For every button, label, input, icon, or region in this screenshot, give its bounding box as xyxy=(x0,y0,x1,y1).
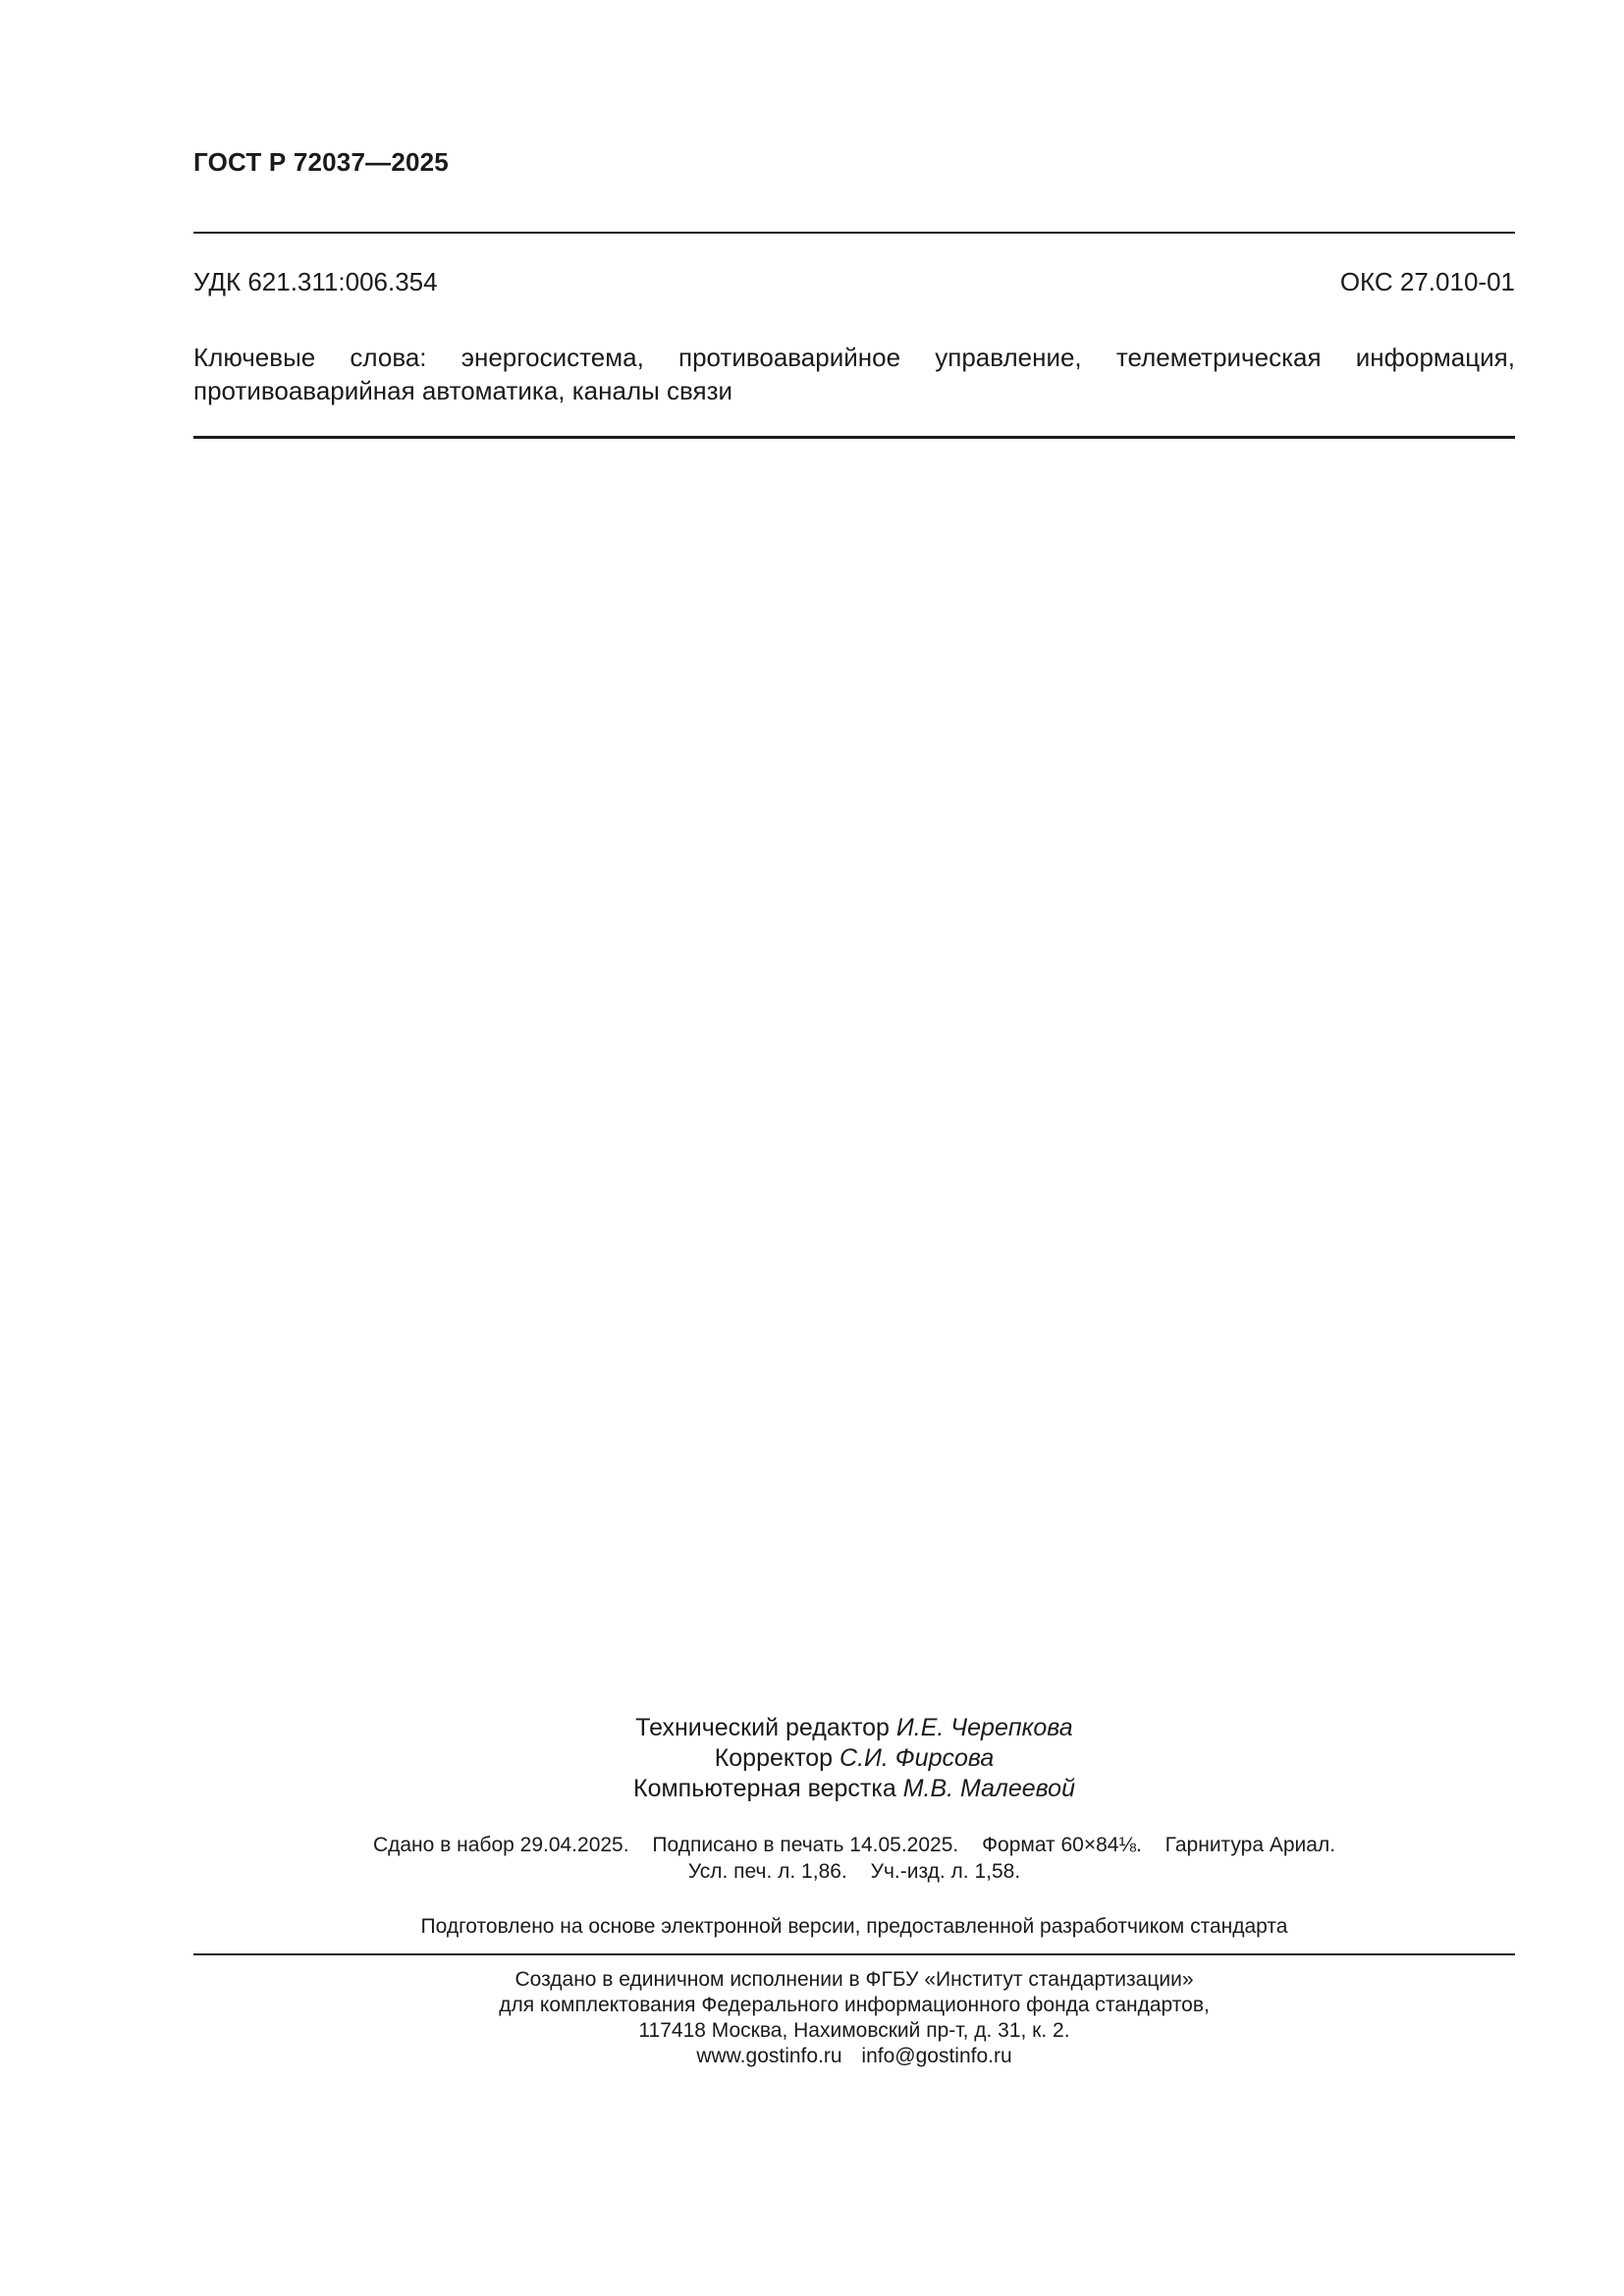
printed-sheets: Усл. печ. л. 1,86. xyxy=(687,1860,847,1883)
credit-role: Корректор xyxy=(714,1744,834,1772)
website-link[interactable]: www.gostinfo.ru xyxy=(696,2045,842,2067)
publisher-block xyxy=(193,1967,1515,2069)
prepared-note: Подготовлено на основе электронной версии, предоставленной разработчиком стандарта xyxy=(420,1915,1288,1938)
oks-code: ОКС 27.010-01 xyxy=(1339,267,1515,296)
publisher-contacts xyxy=(193,2044,1515,2069)
publisher-address: 117418 Москва, Нахимовский пр-т, д. 31, к. 2. xyxy=(638,2019,1070,2042)
credit-name: М.В. Малеевой xyxy=(902,1775,1075,1802)
print-info xyxy=(193,1832,1515,1885)
signed-to-print-date: Подписано в печать 14.05.2025. xyxy=(652,1834,959,1856)
credit-layout xyxy=(193,1774,1515,1804)
keywords-divider xyxy=(193,436,1515,439)
credit-role: Технический редактор xyxy=(635,1714,890,1741)
top-divider xyxy=(193,232,1515,234)
credit-role: Компьютерная верстка xyxy=(633,1775,896,1802)
print-info-line-2 xyxy=(193,1858,1515,1885)
credit-name: С.И. Фирсова xyxy=(839,1744,995,1772)
credits-block xyxy=(193,1713,1515,1804)
typesetting-date: Сдано в набор 29.04.2025. xyxy=(372,1834,629,1856)
publisher-line-2: для комплектования Федерального информационного фонда стандартов, xyxy=(499,1994,1210,2016)
credit-name: И.Е. Черепкова xyxy=(895,1714,1073,1741)
publisher-line-1: Создано в единичном исполнении в ФГБУ «Институт стандартизации» xyxy=(514,1968,1194,1991)
credit-proofreader xyxy=(193,1743,1515,1774)
standard-code: ГОСТ Р 72037—2025 xyxy=(193,147,449,177)
email-link[interactable]: info@gostinfo.ru xyxy=(861,2045,1012,2067)
publishing-sheets: Уч.-изд. л. 1,58. xyxy=(870,1860,1021,1883)
typeface: Гарнитура Ариал. xyxy=(1164,1834,1336,1856)
credit-technical-editor xyxy=(193,1713,1515,1743)
keywords-paragraph: Ключевые слова: энергосистема, противоаварийное управление, телеметрическая информация, противоаварийная автоматика, каналы связи xyxy=(193,343,1515,405)
footer-divider xyxy=(193,1953,1515,1955)
udk-code: УДК 621.311:006.354 xyxy=(193,267,438,296)
paper-format: Формат 60×84⅛. xyxy=(982,1834,1142,1856)
print-info-line-1 xyxy=(193,1832,1515,1858)
